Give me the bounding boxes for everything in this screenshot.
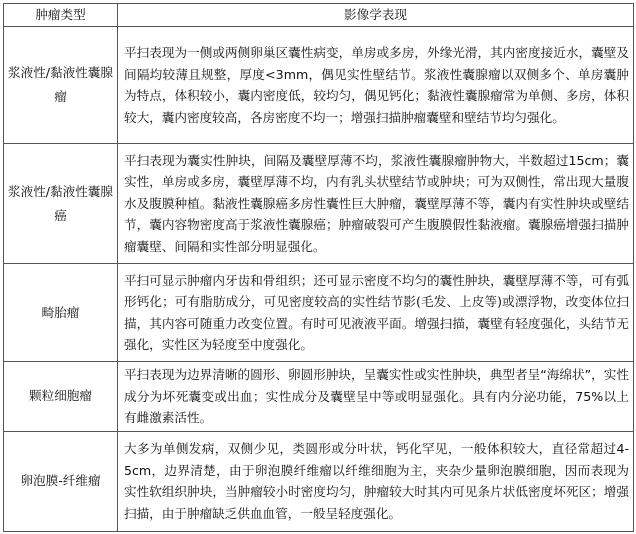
tumor-type-cell: 畸胎瘤 bbox=[4, 264, 118, 362]
table-row bbox=[4, 27, 634, 144]
table-row bbox=[4, 264, 634, 362]
header-tumor-type: 肿瘤类型 bbox=[4, 4, 118, 27]
table-row bbox=[4, 431, 634, 531]
imaging-description-cell: 平扫表现为边界清晰的圆形、卵圆形肿块，呈囊实性或实性肿块，典型者呈“海绵状”，实性成分为坏死囊变或出血；实性成分及囊壁呈中等或明显强化。具有内分泌功能，75%以上有雌激素活性。 bbox=[118, 362, 634, 432]
table-row bbox=[4, 362, 634, 432]
imaging-description-cell: 大多为单侧发病，双侧少见，类圆形或分叶状，钙化罕见，一般体积较大，直径常超过4-5cm，边界清楚，由于卵泡膜纤维瘤以纤维细胞为主，夹杂少量卵泡膜细胞，因而表现为实性软组织肿块，当肿瘤较小时密度均匀，肿瘤较大时其内可见条片状低密度坏死区；增强扫描，由于肿瘤缺乏供血血管，一般呈轻度强化。 bbox=[118, 431, 634, 531]
tumor-type-cell: 浆液性/黏液性囊腺瘤 bbox=[4, 27, 118, 144]
imaging-description-cell: 平扫表现为一侧或两侧卵巢区囊性病变，单房或多房，外缘光滑，其内密度接近水，囊壁及间隔均较薄且规整，厚度<3mm，偶见实性壁结节。浆液性囊腺瘤以双侧多个、单房囊肿为特点，体积较小，囊内密度低，较均匀，偶见钙化；黏液性囊腺瘤常为单侧、多房，体积较大，囊内密度较高，各房密度不均一；增强扫描肿瘤囊壁和壁结节均匀强化。 bbox=[118, 27, 634, 144]
imaging-description-cell: 平扫可显示肿瘤内牙齿和骨组织；还可显示密度不均匀的囊性肿块，囊壁厚薄不等，可有弧形钙化；可有脂肪成分，可见密度较高的实性结节影(毛发、上皮等)或漂浮物，改变体位扫描，其内容可随重力改变位置。有时可见液液平面。增强扫描，囊壁有轻度强化，头结节无强化，实性区为轻度至中度强化。 bbox=[118, 264, 634, 362]
table-header-row bbox=[4, 4, 634, 27]
table-row bbox=[4, 144, 634, 264]
tumor-imaging-table bbox=[3, 3, 634, 532]
imaging-description-cell: 平扫表现为囊实性肿块，间隔及囊壁厚薄不均，浆液性囊腺瘤肿物大，半数超过15cm；囊实性，单房或多房，囊壁厚薄不均，内有乳头状壁结节或肿块；可为双侧性，常出现大量腹水及腹膜种植。黏液性囊腺癌多房性囊性巨大肿瘤，囊壁厚薄不等，囊内有实性肿块或壁结节，囊内容物密度高于浆液性囊腺癌；肿瘤破裂可产生腹膜假性黏液瘤。囊腺癌增强扫描肿瘤囊壁、间隔和实性部分明显强化。 bbox=[118, 144, 634, 264]
tumor-type-cell: 浆液性/黏液性囊腺癌 bbox=[4, 144, 118, 264]
header-imaging-findings: 影像学表现 bbox=[118, 4, 634, 27]
tumor-type-cell: 颗粒细胞瘤 bbox=[4, 362, 118, 432]
tumor-type-cell: 卵泡膜-纤维瘤 bbox=[4, 431, 118, 531]
